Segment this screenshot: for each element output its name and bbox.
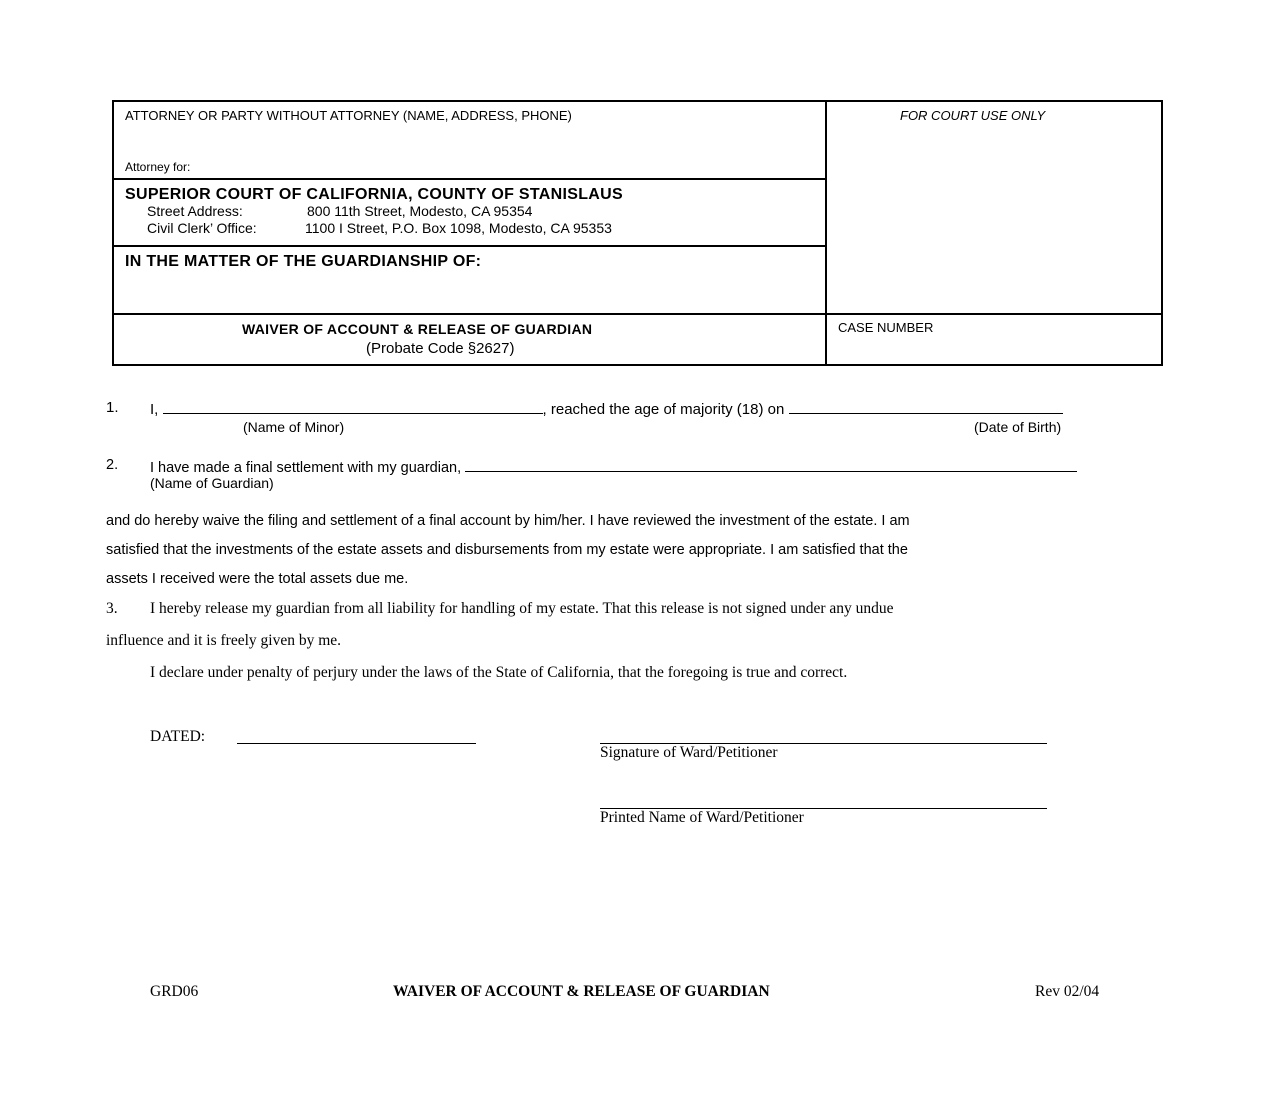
paragraph-line2: satisfied that the investments of the estate assets and disbursements from my estate were appropriate. I am satisfied that the: [106, 542, 908, 558]
caption-divider-court: [114, 245, 827, 247]
clerk-office-label: Civil Clerk’ Office:: [147, 220, 257, 236]
dated-label: DATED:: [150, 728, 206, 745]
footer-revision: Rev 02/04: [1035, 983, 1100, 1000]
declaration: I declare under penalty of perjury under the laws of the State of California, that the foregoing is true and correct.: [150, 664, 848, 681]
item1-number: 1.: [106, 399, 119, 416]
court-use-label: FOR COURT USE ONLY: [900, 108, 1046, 123]
item3-line1: I hereby release my guardian from all liability for handling of my estate. That this release is not signed under any undue: [150, 600, 894, 617]
signature-caption: Signature of Ward/Petitioner: [600, 744, 778, 761]
attorney-for-label: Attorney for:: [125, 160, 191, 174]
item1-prefix: I,: [150, 401, 159, 418]
paragraph-line3: assets I received were the total assets due me.: [106, 571, 409, 587]
item1-name-caption: (Name of Minor): [243, 419, 345, 435]
item3-line2: influence and it is freely given by me.: [106, 632, 342, 649]
attorney-label: ATTORNEY OR PARTY WITHOUT ATTORNEY (NAME, ADDRESS, PHONE): [125, 108, 572, 123]
caption-divider-attorney: [114, 178, 827, 180]
item1-line: [150, 399, 1063, 418]
clerk-office-value: 1100 I Street, P.O. Box 1098, Modesto, CA 95353: [305, 220, 612, 236]
item1-middle: , reached the age of majority (18) on: [542, 401, 785, 418]
street-address-label: Street Address:: [147, 203, 243, 219]
footer-form-id: GRD06: [150, 983, 199, 1000]
dated-field[interactable]: [237, 743, 476, 744]
minor-name-field[interactable]: [163, 399, 543, 414]
form-title: WAIVER OF ACCOUNT & RELEASE OF GUARDIAN: [242, 321, 593, 337]
item2-text: I have made a final settlement with my guardian,: [150, 460, 462, 476]
item1-dob-caption: (Date of Birth): [974, 419, 1062, 435]
printed-name-caption: Printed Name of Ward/Petitioner: [600, 809, 804, 826]
matter-label: IN THE MATTER OF THE GUARDIANSHIP OF:: [125, 253, 482, 270]
item2-line: [150, 457, 1077, 476]
item3-number: 3.: [106, 600, 118, 617]
paragraph-line1: and do hereby waive the filing and settlement of a final account by him/her. I have reviewed the investment of the estate. I am: [106, 513, 910, 529]
caption-divider-title: [114, 313, 1163, 315]
street-address-value: 800 11th Street, Modesto, CA 95354: [307, 203, 533, 219]
guardian-name-field[interactable]: [465, 457, 1077, 472]
date-of-birth-field[interactable]: [789, 399, 1063, 414]
court-name: SUPERIOR COURT OF CALIFORNIA, COUNTY OF STANISLAUS: [125, 186, 623, 203]
item2-caption: (Name of Guardian): [150, 475, 274, 491]
item2-number: 2.: [106, 457, 119, 473]
footer-title: WAIVER OF ACCOUNT & RELEASE OF GUARDIAN: [393, 983, 770, 1000]
form-code: (Probate Code §2627): [366, 340, 515, 357]
caption-vertical-divider: [825, 100, 827, 366]
case-number-label: CASE NUMBER: [838, 320, 934, 335]
